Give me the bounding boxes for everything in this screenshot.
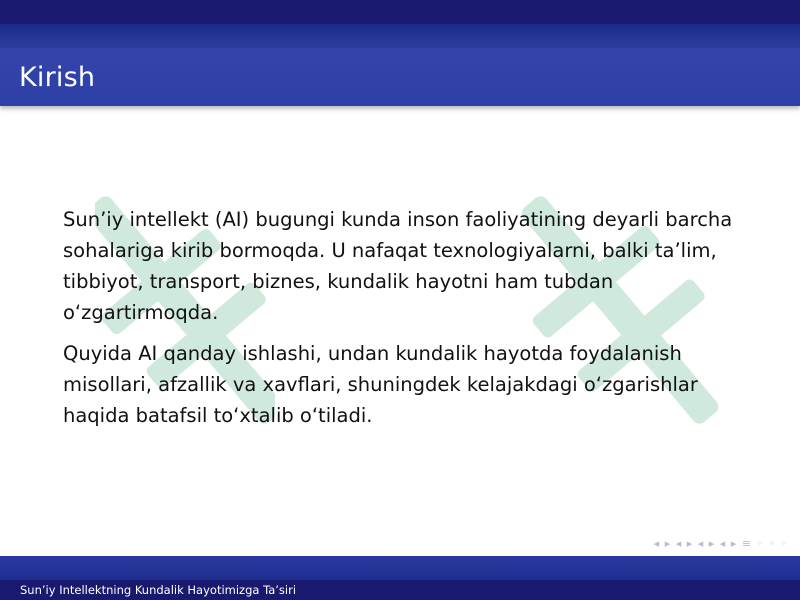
footer-title: Sun’iy Intellektning Kundalik Hayotimizga Ta’siri <box>20 583 297 597</box>
frame-title-bar <box>0 48 800 106</box>
footer-bar <box>0 580 800 600</box>
paragraph-intro: Sun’iy intellekt (AI) bugungi kunda inson faoliyatining deyarli barcha sohalariga kirib bormoqda. U nafaqat texnologiyalarni, balki ta’lim, tibbiyot, transport, biznes, kundalik hayotni ham tubdan o‘zgartirmoqda. <box>63 208 733 324</box>
frame-title: Kirish <box>19 62 96 93</box>
navigation-symbols[interactable]: ◂ ▸ ◂ ▸ ◂ ▸ ◂ ▸ ≡ ◦ ◦ ◦ <box>653 537 788 550</box>
beamer-navigation-symbols[interactable] <box>654 537 788 550</box>
slide-body <box>63 204 753 441</box>
top-navigation-bar <box>0 0 800 24</box>
top-header-strip <box>0 24 800 48</box>
footer-strip <box>0 556 800 580</box>
paragraph-overview: Quyida AI qanday ishlashi, undan kundalik hayotda foydalanish misollari, afzallik va xavflari, shuningdek kelajakdagi o‘zgarishlar haqida batafsil to‘xtalib o‘tiladi. <box>63 342 698 427</box>
